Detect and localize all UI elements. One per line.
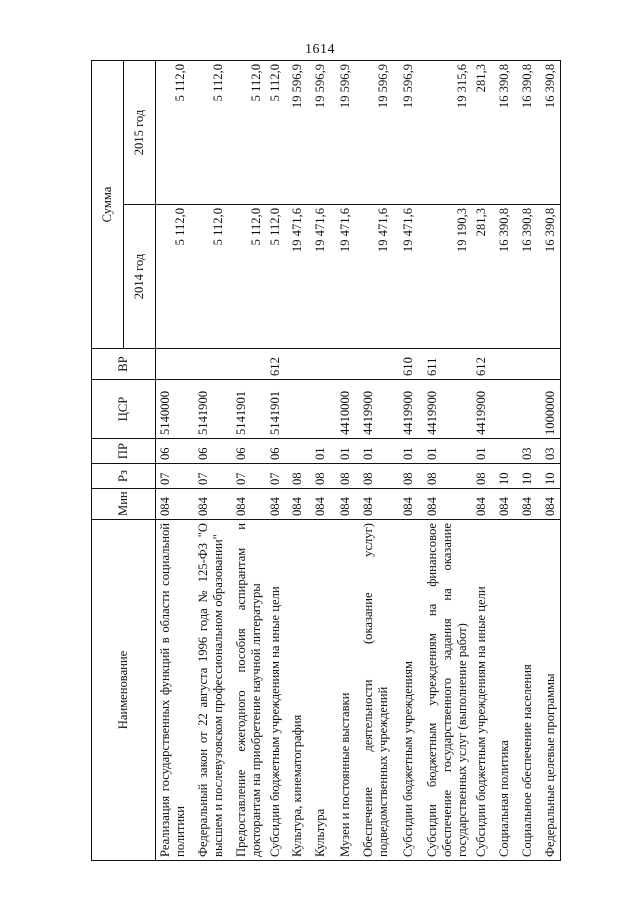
cell-min: 084 xyxy=(266,489,285,520)
cell-pr: 01 xyxy=(307,439,330,464)
cell-sum-2014: 16 390,8 xyxy=(491,205,514,349)
cell-rz: 08 xyxy=(330,464,355,489)
table-row xyxy=(266,60,285,860)
cell-sum-2015: 16 390,8 xyxy=(537,60,561,204)
cell-rz: 07 xyxy=(266,464,285,489)
cell-vr xyxy=(330,349,355,380)
cell-pr: 03 xyxy=(514,439,537,464)
table-row xyxy=(330,60,355,860)
cell-min: 084 xyxy=(190,489,228,520)
table-row xyxy=(514,60,537,860)
cell-pr: 06 xyxy=(228,439,266,464)
cell-name: Субсидии бюджетным учреждениям xyxy=(393,520,418,861)
cell-pr xyxy=(491,439,514,464)
cell-vr xyxy=(491,349,514,380)
cell-min: 084 xyxy=(307,489,330,520)
header-year-2014: 2014 год xyxy=(124,205,156,349)
cell-min: 084 xyxy=(514,489,537,520)
cell-sum-2014: 5 112,0 xyxy=(156,205,191,349)
cell-min: 084 xyxy=(355,489,393,520)
table-row xyxy=(190,60,228,860)
table-row xyxy=(285,60,307,860)
cell-vr: 612 xyxy=(266,349,285,380)
cell-sum-2015: 5 112,0 xyxy=(190,60,228,204)
cell-rz: 08 xyxy=(472,464,491,489)
cell-csr: 4410000 xyxy=(330,380,355,439)
table-row xyxy=(418,60,472,860)
cell-csr: 4419900 xyxy=(418,380,472,439)
cell-pr: 03 xyxy=(537,439,561,464)
cell-csr xyxy=(491,380,514,439)
cell-pr xyxy=(285,439,307,464)
cell-pr: 01 xyxy=(418,439,472,464)
cell-min: 084 xyxy=(156,489,191,520)
cell-csr xyxy=(285,380,307,439)
cell-name: Федеральный закон от 22 августа 1996 года № 125-ФЗ "О высшем и послевузовском профессиональном образовании" xyxy=(190,520,228,861)
cell-min: 084 xyxy=(393,489,418,520)
table-row xyxy=(491,60,514,860)
cell-pr: 06 xyxy=(190,439,228,464)
cell-name: Обеспечение деятельности (оказание услуг) подведомственных учреждений xyxy=(355,520,393,861)
cell-pr: 01 xyxy=(472,439,491,464)
cell-sum-2014: 281,3 xyxy=(472,205,491,349)
cell-csr xyxy=(514,380,537,439)
cell-sum-2015: 5 112,0 xyxy=(228,60,266,204)
cell-rz: 10 xyxy=(537,464,561,489)
cell-sum-2015: 16 390,8 xyxy=(514,60,537,204)
cell-sum-2014: 19 471,6 xyxy=(285,205,307,349)
page-number: 1614 xyxy=(305,42,335,57)
cell-csr: 5141901 xyxy=(266,380,285,439)
cell-min: 084 xyxy=(491,489,514,520)
cell-vr xyxy=(307,349,330,380)
cell-min: 084 xyxy=(472,489,491,520)
table-row xyxy=(393,60,418,860)
cell-rz: 08 xyxy=(418,464,472,489)
cell-rz: 07 xyxy=(156,464,191,489)
cell-name: Социальное обеспечение населения xyxy=(514,520,537,861)
cell-vr xyxy=(285,349,307,380)
cell-sum-2014: 5 112,0 xyxy=(228,205,266,349)
cell-csr: 4419900 xyxy=(393,380,418,439)
cell-rz: 08 xyxy=(393,464,418,489)
cell-sum-2015: 19 596,9 xyxy=(307,60,330,204)
cell-pr: 01 xyxy=(330,439,355,464)
cell-sum-2015: 19 596,9 xyxy=(285,60,307,204)
table-row xyxy=(355,60,393,860)
cell-sum-2014: 19 471,6 xyxy=(393,205,418,349)
cell-vr: 612 xyxy=(472,349,491,380)
cell-pr: 06 xyxy=(266,439,285,464)
cell-csr: 4419900 xyxy=(472,380,491,439)
header-min: Мин xyxy=(92,489,156,520)
cell-name: Культура xyxy=(307,520,330,861)
cell-pr: 01 xyxy=(393,439,418,464)
cell-sum-2014: 19 190,3 xyxy=(418,205,472,349)
cell-rz: 10 xyxy=(491,464,514,489)
cell-sum-2015: 16 390,8 xyxy=(491,60,514,204)
table-header xyxy=(92,60,156,860)
cell-vr: 611 xyxy=(418,349,472,380)
header-vr: ВР xyxy=(92,349,156,380)
cell-name: Реализация государственных функций в области социальной политики xyxy=(156,520,191,861)
cell-pr: 06 xyxy=(156,439,191,464)
cell-sum-2015: 19 596,9 xyxy=(393,60,418,204)
table-row xyxy=(156,60,191,860)
cell-name: Предоставление ежегодного пособия аспирантам и докторантам на приобретение научной литературы xyxy=(228,520,266,861)
cell-vr: 610 xyxy=(393,349,418,380)
rotated-table-frame xyxy=(91,61,563,861)
cell-rz: 08 xyxy=(285,464,307,489)
cell-min: 084 xyxy=(418,489,472,520)
header-pr: ПР xyxy=(92,439,156,464)
table-row xyxy=(472,60,491,860)
table-row xyxy=(307,60,330,860)
cell-sum-2014: 19 471,6 xyxy=(307,205,330,349)
header-rz: Рз xyxy=(92,464,156,489)
cell-name: Субсидии бюджетным учреждениям на иные цели xyxy=(266,520,285,861)
cell-sum-2014: 5 112,0 xyxy=(266,205,285,349)
cell-vr xyxy=(156,349,191,380)
cell-sum-2015: 19 596,9 xyxy=(355,60,393,204)
cell-sum-2015: 19 596,9 xyxy=(330,60,355,204)
cell-csr: 5141901 xyxy=(228,380,266,439)
header-sum: Сумма xyxy=(92,60,124,348)
cell-csr: 4419900 xyxy=(355,380,393,439)
cell-sum-2014: 16 390,8 xyxy=(537,205,561,349)
cell-vr xyxy=(190,349,228,380)
cell-vr xyxy=(355,349,393,380)
cell-rz: 08 xyxy=(355,464,393,489)
header-csr: ЦСР xyxy=(92,380,156,439)
cell-csr: 5141900 xyxy=(190,380,228,439)
cell-sum-2014: 5 112,0 xyxy=(190,205,228,349)
cell-min: 084 xyxy=(285,489,307,520)
cell-name: Субсидии бюджетным учреждениям на иные цели xyxy=(472,520,491,861)
cell-rz: 07 xyxy=(228,464,266,489)
cell-min: 084 xyxy=(537,489,561,520)
cell-sum-2014: 19 471,6 xyxy=(330,205,355,349)
cell-csr: 1000000 xyxy=(537,380,561,439)
cell-csr xyxy=(307,380,330,439)
cell-min: 084 xyxy=(228,489,266,520)
cell-sum-2015: 281,3 xyxy=(472,60,491,204)
cell-name: Музеи и постоянные выставки xyxy=(330,520,355,861)
cell-sum-2015: 5 112,0 xyxy=(156,60,191,204)
cell-csr: 5140000 xyxy=(156,380,191,439)
cell-sum-2014: 16 390,8 xyxy=(514,205,537,349)
table-body xyxy=(156,60,561,860)
cell-rz: 10 xyxy=(514,464,537,489)
budget-table xyxy=(91,60,561,861)
table-row xyxy=(537,60,561,860)
cell-sum-2014: 19 471,6 xyxy=(355,205,393,349)
cell-rz: 08 xyxy=(307,464,330,489)
header-year-2015: 2015 год xyxy=(124,60,156,204)
cell-name: Социальная политика xyxy=(491,520,514,861)
table-row xyxy=(228,60,266,860)
cell-vr xyxy=(537,349,561,380)
header-name: Наименование xyxy=(92,520,156,861)
cell-sum-2015: 5 112,0 xyxy=(266,60,285,204)
cell-rz: 07 xyxy=(190,464,228,489)
cell-min: 084 xyxy=(330,489,355,520)
cell-pr: 01 xyxy=(355,439,393,464)
cell-name: Культура, кинематография xyxy=(285,520,307,861)
cell-vr xyxy=(228,349,266,380)
cell-name: Федеральные целевые программы xyxy=(537,520,561,861)
cell-name: Субсидии бюджетным учреждениям на финансовое обеспечение государственного задания на оказание государственных услуг (выполнение работ) xyxy=(418,520,472,861)
cell-vr xyxy=(514,349,537,380)
cell-sum-2015: 19 315,6 xyxy=(418,60,472,204)
